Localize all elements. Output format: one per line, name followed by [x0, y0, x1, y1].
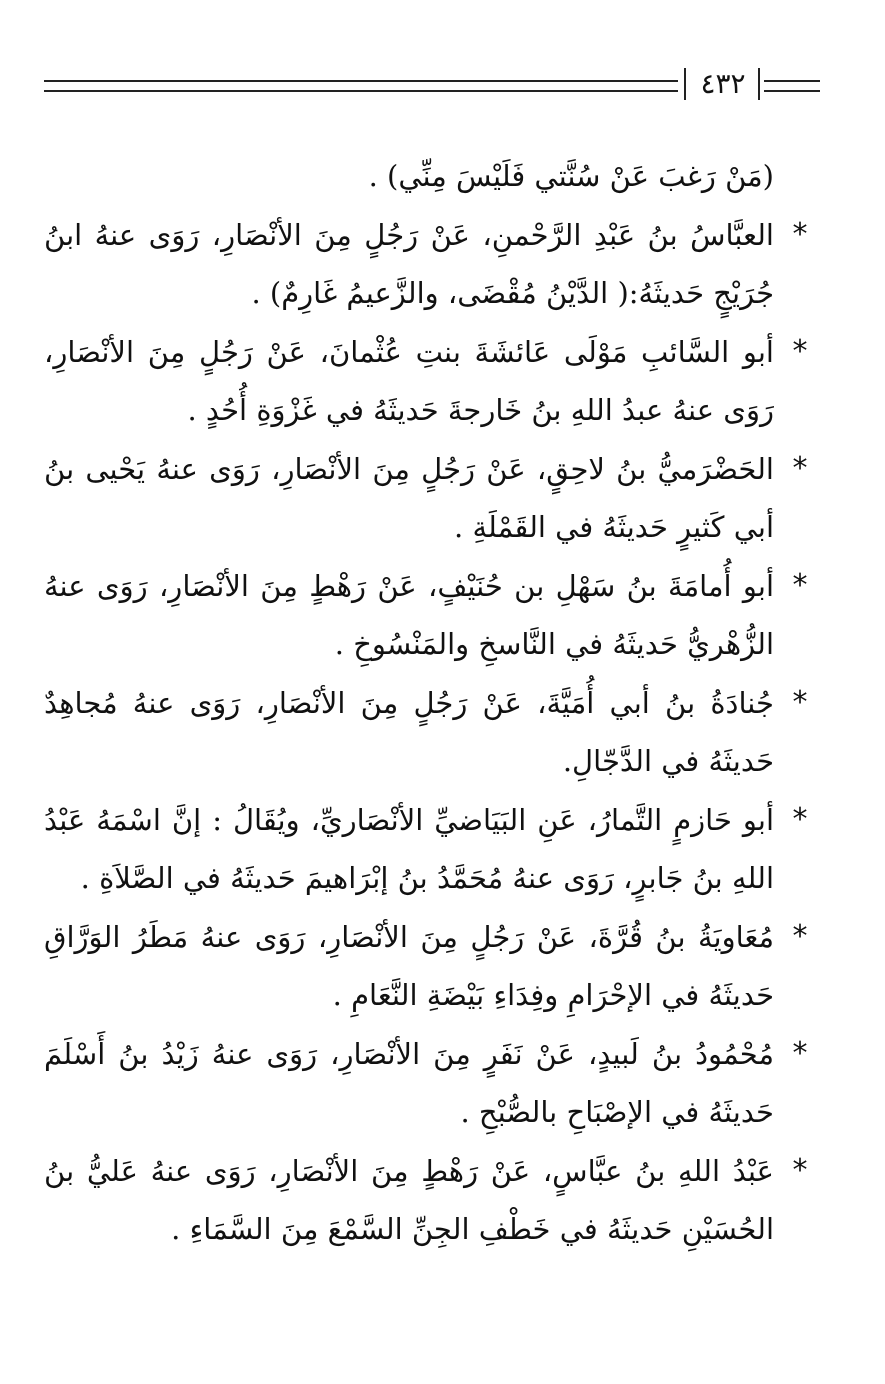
- narrator-entry: [44, 908, 820, 1024]
- header-divider: [758, 68, 760, 100]
- narrator-entry: [44, 1025, 820, 1141]
- header-rule-left: [44, 80, 678, 92]
- asterisk-bullet: *: [792, 334, 808, 369]
- narrator-entry: [44, 674, 820, 790]
- entry-text: العبَّاسُ بنُ عَبْدِ الرَّحْمنِ، عَنْ رَجُلٍ مِنَ الأنْصَارِ، رَوَى عنهُ ابنُ جُرَيْجٍ حَديثَهُ:( الدَّيْنُ مُقْضَى، والزَّعيمُ غَارِمٌ) .: [44, 218, 774, 310]
- narrator-entry: [44, 557, 820, 673]
- narrator-entry: [44, 791, 820, 907]
- entry-text: مُحْمُودُ بنُ لَبيدٍ، عَنْ نَفَرٍ مِنَ الأنْصَارِ، رَوَى عنهُ زَيْدُ بنُ أَسْلَمَ حَديثَهُ في الإصْبَاحِ بالصُّبْحِ .: [44, 1037, 774, 1129]
- asterisk-bullet: *: [792, 919, 808, 954]
- asterisk-bullet: *: [792, 802, 808, 837]
- entry-text: الحَضْرَميُّ بنُ لاحِقٍ، عَنْ رَجُلٍ مِنَ الأنْصَارِ، رَوَى عنهُ يَحْيى بنُ أبي كَثيرٍ حَديثَهُ في القَمْلَةِ .: [44, 452, 774, 544]
- asterisk-bullet: *: [792, 568, 808, 603]
- page-number: ٤٣٢: [700, 67, 746, 100]
- narrator-entry: [44, 1142, 820, 1258]
- intro-line: (مَنْ رَغبَ عَنْ سُنَّتي فَلَيْسَ مِنِّي) .: [368, 159, 774, 193]
- entry-text: أبو أُمامَةَ بنُ سَهْلِ بن حُنَيْفٍ، عَنْ رَهْطٍ مِنَ الأنْصَارِ، رَوَى عنهُ الزُّهْريُّ حَديثَهُ في النَّاسخِ والمَنْسُوخِ .: [44, 569, 774, 661]
- asterisk-bullet: *: [792, 1036, 808, 1071]
- header-divider: [684, 68, 686, 100]
- narrator-entry: [44, 323, 820, 439]
- narrator-entry: [44, 440, 820, 556]
- header-rule-right: [764, 80, 820, 92]
- asterisk-bullet: *: [792, 217, 808, 252]
- entry-text: أبو السَّائبِ مَوْلَى عَائشَةَ بنتِ عُثْمانَ، عَنْ رَجُلٍ مِنَ الأنْصَارِ، رَوَى عنهُ عبدُ اللهِ بنُ خَارجةَ حَديثَهُ في غَزْوَةِ أُحُدٍ .: [44, 335, 774, 427]
- entry-text: أبو حَازمٍ التَّمارُ، عَنِ البَيَاضيِّ الأنْصَاريِّ، ويُقَالُ : إنَّ اسْمَهُ عَبْدُ اللهِ بنُ جَابرٍ، رَوَى عنهُ مُحَمَّدُ بنُ إبْرَاهيمَ حَديثَهُ في الصَّلاَةِ .: [44, 803, 774, 895]
- entry-text: عَبْدُ اللهِ بنُ عبَّاسٍ، عَنْ رَهْطٍ مِنَ الأنْصَارِ، رَوَى عنهُ عَليُّ بنُ الحُسَيْنِ حَديثَهُ في خَطْفِ الجِنِّ السَّمْعَ مِنَ السَّمَاءِ .: [44, 1154, 774, 1246]
- entry-text: جُنادَةُ بنُ أبي أُمَيَّةَ، عَنْ رَجُلٍ مِنَ الأنْصَارِ، رَوَى عنهُ مُجاهِدٌ حَديثَهُ في الدَّجّالِ.: [44, 686, 774, 778]
- asterisk-bullet: *: [792, 685, 808, 720]
- asterisk-bullet: *: [792, 1153, 808, 1188]
- narrator-entry: [44, 206, 820, 322]
- asterisk-bullet: *: [792, 451, 808, 486]
- page-header: [44, 66, 820, 106]
- entry-text: مُعَاويَةُ بنُ قُرَّةَ، عَنْ رَجُلٍ مِنَ الأنْصَارِ، رَوَى عنهُ مَطَرُ الوَرَّاقِ حَديثَهُ في الإحْرَامِ وفِدَاءِ بَيْضَةِ النَّعَامِ .: [44, 920, 774, 1012]
- page-body: [44, 148, 820, 1259]
